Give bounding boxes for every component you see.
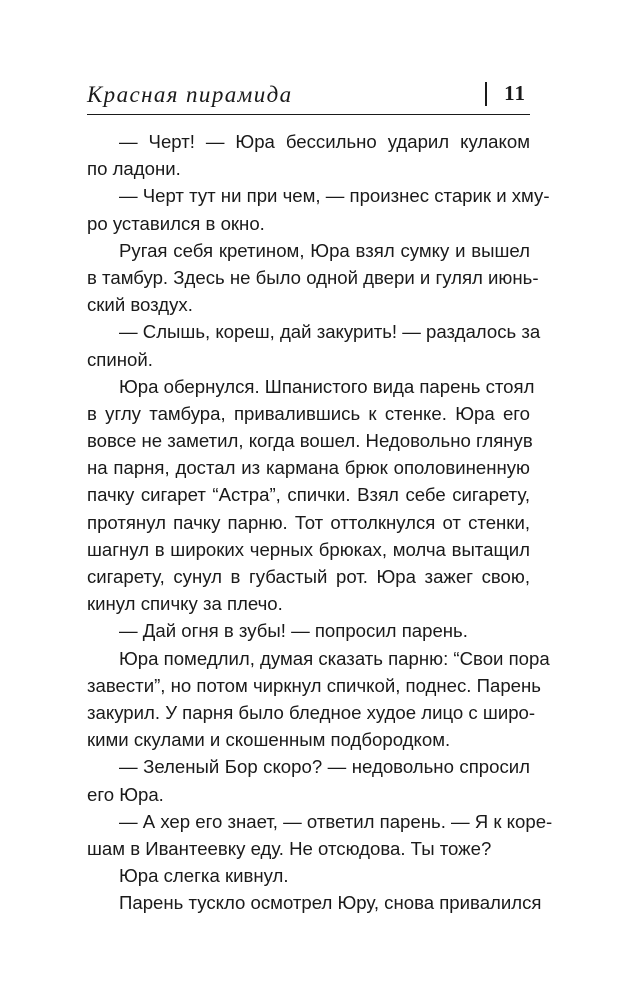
text-line: закурил. У парня было бледное худое лицо с широ- (87, 701, 536, 723)
text-line: — Черт тут ни при чем, — произнес старик и хму- (119, 185, 550, 207)
header-divider (485, 82, 487, 106)
text-line: спиной. (87, 348, 153, 370)
text-line: сигарету, сунул в губастый рот. Юра зажег свою, (87, 566, 530, 587)
text-line: на парня, достал из кармана брюк ополовиненную (87, 457, 530, 479)
text-line: его Юра. (87, 783, 164, 805)
text-line: Юра обернулся. Шпанистого вида парень стоял (119, 375, 535, 397)
text-line: кинул спичку за плечо. (87, 593, 283, 615)
text-line: завести”, но потом чиркнул спичкой, поднес. Парень (87, 674, 541, 696)
text-line: Ругая себя кретином, Юра взял сумку и вышел (119, 239, 530, 261)
running-header (87, 80, 530, 115)
text-line: кими скулами и скошенным подбородком. (87, 729, 451, 751)
body-text (87, 128, 553, 916)
text-line: Юра слегка кивнул. (119, 865, 289, 887)
text-line: шам в Ивантеевку еду. Не отсюдова. Ты тоже? (87, 837, 492, 859)
text-line: протянул пачку парню. Тот оттолкнулся от стенки, (87, 511, 530, 533)
text-line: по ладони. (87, 158, 181, 180)
text-line: ский воздух. (87, 294, 193, 316)
text-line: — Дай огня в зубы! — попросил парень. (119, 620, 468, 642)
text-line: вовсе не заметил, когда вошел. Недовольно глянув (87, 430, 533, 452)
text-line: в углу тамбура, привалившись к стенке. Юра его (87, 402, 530, 424)
text-line: — Слышь, кореш, дай закурить! — раздалось за (119, 321, 541, 343)
text-line: шагнул в широких черных брюках, молча вытащил (87, 538, 530, 560)
text-line: — Черт! — Юра бессильно ударил кулаком (119, 131, 530, 152)
text-line: Парень тускло осмотрел Юру, снова привалился (119, 892, 542, 914)
text-line: ро уставился в окно. (87, 212, 265, 234)
text-line: — А хер его знает, — ответил парень. — Я к коре- (119, 810, 553, 832)
text-line: в тамбур. Здесь не было одной двери и гулял июнь- (87, 266, 539, 288)
running-title: Красная пирамида (87, 82, 293, 107)
text-line: пачку сигарет “Астра”, спички. Взял себе сигарету, (87, 484, 530, 506)
page-number: 11 (504, 81, 526, 105)
text-line: Юра помедлил, думая сказать парню: “Свои пора (119, 647, 550, 669)
text-line: — Зеленый Бор скоро? — недовольно спросил (119, 756, 530, 778)
